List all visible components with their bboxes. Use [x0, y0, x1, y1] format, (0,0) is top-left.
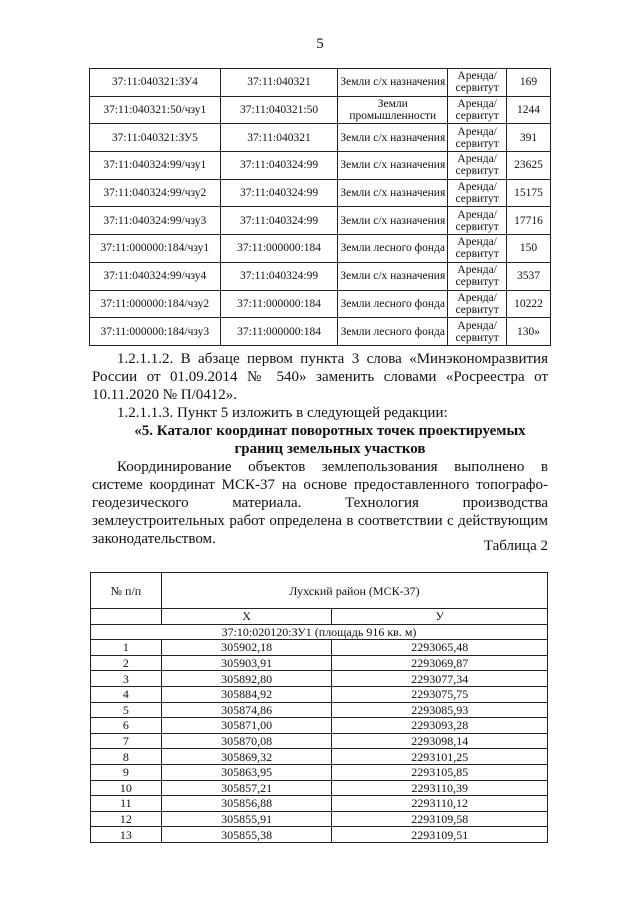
table-row	[90, 96, 551, 124]
table-row	[91, 780, 548, 796]
table-row	[91, 671, 548, 687]
x-coordinate-cell: 305903,91	[161, 655, 332, 671]
y-coordinate-cell: 2293109,58	[332, 811, 548, 827]
table-row	[90, 179, 551, 207]
right-type-cell: Аренда/ сервитут	[448, 262, 507, 290]
area-cell: 169	[507, 69, 551, 97]
right-type-cell: Аренда/ сервитут	[448, 179, 507, 207]
right-type-cell: Аренда/ сервитут	[448, 69, 507, 97]
point-number-cell: 13	[91, 827, 162, 843]
parcel-id-cell: 37:11:040324:99/чзу2	[90, 179, 221, 207]
y-coordinate-cell: 2293093,28	[332, 718, 548, 734]
table-row	[91, 733, 548, 749]
point-number-cell: 10	[91, 780, 162, 796]
land-category-cell: Земли промышленности	[338, 96, 448, 124]
area-cell: 3537	[507, 262, 551, 290]
area-cell: 150	[507, 235, 551, 263]
land-category-cell: Земли лесного фонда	[338, 290, 448, 318]
x-coordinate-cell: 305902,18	[161, 640, 332, 656]
right-type-cell: Аренда/ сервитут	[448, 207, 507, 235]
table-row	[91, 796, 548, 812]
table-row	[91, 827, 548, 843]
area-cell: 15175	[507, 179, 551, 207]
x-coordinate-cell: 305874,86	[161, 702, 332, 718]
table-row	[91, 640, 548, 656]
page-number: 5	[316, 36, 324, 52]
parcel-id-cell: 37:11:040321:ЗУ5	[90, 124, 221, 152]
x-coordinate-cell: 305871,00	[161, 718, 332, 734]
header-number: № п/п	[91, 573, 162, 609]
point-number-cell: 5	[91, 702, 162, 718]
table-row	[90, 207, 551, 235]
table-row	[91, 764, 548, 780]
parcel-id-cell: 37:11:000000:184/чзу1	[90, 235, 221, 263]
land-category-cell: Земли с/х назначения	[338, 152, 448, 180]
parcel-id-cell: 37:11:040321:ЗУ4	[90, 69, 221, 97]
parcel-id-cell: 37:11:040321:50/чзу1	[90, 96, 221, 124]
point-number-cell: 6	[91, 718, 162, 734]
area-cell: 17716	[507, 207, 551, 235]
y-coordinate-cell: 2293085,93	[332, 702, 548, 718]
source-parcel-cell: 37:11:040324:99	[220, 262, 338, 290]
source-parcel-cell: 37:11:040321	[220, 124, 338, 152]
land-parcels-table	[89, 68, 551, 346]
point-number-cell: 11	[91, 796, 162, 812]
table-row	[91, 718, 548, 734]
table-row	[91, 702, 548, 718]
y-coordinate-cell: 2293110,12	[332, 796, 548, 812]
x-coordinate-cell: 305856,88	[161, 796, 332, 812]
point-number-cell: 9	[91, 764, 162, 780]
section-heading: «5. Каталог координат поворотных точек проектируемых границ земельных участков	[134, 423, 526, 457]
area-cell: 10222	[507, 290, 551, 318]
y-coordinate-cell: 2293098,14	[332, 733, 548, 749]
area-cell: 391	[507, 124, 551, 152]
x-coordinate-cell: 305869,32	[161, 749, 332, 765]
table-row	[91, 686, 548, 702]
table-row	[91, 749, 548, 765]
point-number-cell: 3	[91, 671, 162, 687]
table-row	[90, 318, 551, 346]
point-number-cell: 8	[91, 749, 162, 765]
parcel-id-cell: 37:11:040324:99/чзу1	[90, 152, 221, 180]
header-y: У	[332, 609, 548, 625]
x-coordinate-cell: 305892,80	[161, 671, 332, 687]
point-number-cell: 7	[91, 733, 162, 749]
y-coordinate-cell: 2293109,51	[332, 827, 548, 843]
source-parcel-cell: 37:11:000000:184	[220, 235, 338, 263]
x-coordinate-cell: 305855,38	[161, 827, 332, 843]
parcel-id-cell: 37:11:000000:184/чзу2	[90, 290, 221, 318]
table-row	[90, 124, 551, 152]
header-empty	[91, 609, 162, 625]
point-number-cell: 4	[91, 686, 162, 702]
table-caption: Таблица 2	[483, 538, 548, 554]
table-row	[90, 262, 551, 290]
right-type-cell: Аренда/ сервитут	[448, 96, 507, 124]
x-coordinate-cell: 305884,92	[161, 686, 332, 702]
right-type-cell: Аренда/ сервитут	[448, 124, 507, 152]
land-category-cell: Земли лесного фонда	[338, 318, 448, 346]
paragraph-1-2-1-1-3: 1.2.1.1.3. Пункт 5 изложить в следующей редакции:	[117, 405, 448, 421]
land-category-cell: Земли с/х назначения	[338, 262, 448, 290]
table-row	[90, 290, 551, 318]
land-category-cell: Земли с/х назначения	[338, 179, 448, 207]
paragraph-coordinates: Координирование объектов землепользования выполнено в системе координат МСК-37 на основе предоставленного топографо-геодезического материала. Технология производства землеустроительных работ определена в соответствии с действующим законодательством.	[92, 459, 548, 547]
parcel-id-cell: 37:11:000000:184/чзу3	[90, 318, 221, 346]
x-coordinate-cell: 305855,91	[161, 811, 332, 827]
source-parcel-cell: 37:11:040321:50	[220, 96, 338, 124]
y-coordinate-cell: 2293069,87	[332, 655, 548, 671]
x-coordinate-cell: 305870,08	[161, 733, 332, 749]
point-number-cell: 12	[91, 811, 162, 827]
y-coordinate-cell: 2293077,34	[332, 671, 548, 687]
land-category-cell: Земли лесного фонда	[338, 235, 448, 263]
right-type-cell: Аренда/ сервитут	[448, 235, 507, 263]
source-parcel-cell: 37:11:040324:99	[220, 179, 338, 207]
y-coordinate-cell: 2293065,48	[332, 640, 548, 656]
parcel-title: 37:10:020120:ЗУ1 (площадь 916 кв. м)	[91, 624, 548, 640]
header-x: X	[161, 609, 332, 625]
x-coordinate-cell: 305857,21	[161, 780, 332, 796]
table-row	[90, 235, 551, 263]
coordinates-table	[90, 572, 548, 843]
land-category-cell: Земли с/х назначения	[338, 69, 448, 97]
source-parcel-cell: 37:11:040321	[220, 69, 338, 97]
source-parcel-cell: 37:11:040324:99	[220, 207, 338, 235]
parcel-id-cell: 37:11:040324:99/чзу4	[90, 262, 221, 290]
table-row	[91, 655, 548, 671]
y-coordinate-cell: 2293075,75	[332, 686, 548, 702]
parcel-id-cell: 37:11:040324:99/чзу3	[90, 207, 221, 235]
point-number-cell: 1	[91, 640, 162, 656]
area-cell: 130»	[507, 318, 551, 346]
right-type-cell: Аренда/ сервитут	[448, 318, 507, 346]
right-type-cell: Аренда/ сервитут	[448, 290, 507, 318]
x-coordinate-cell: 305863,95	[161, 764, 332, 780]
right-type-cell: Аренда/ сервитут	[448, 152, 507, 180]
land-category-cell: Земли с/х назначения	[338, 207, 448, 235]
source-parcel-cell: 37:11:000000:184	[220, 318, 338, 346]
paragraph-1-2-1-1-2: 1.2.1.1.2. В абзаце первом пункта 3 слова «Минэкономразвития России от 01.09.2014 № 540» заменить словами «Росреестра от 10.11.2020 № П/0412».	[92, 351, 548, 403]
table-row	[91, 811, 548, 827]
area-cell: 23625	[507, 152, 551, 180]
y-coordinate-cell: 2293110,39	[332, 780, 548, 796]
y-coordinate-cell: 2293105,85	[332, 764, 548, 780]
y-coordinate-cell: 2293101,25	[332, 749, 548, 765]
table-row	[90, 152, 551, 180]
source-parcel-cell: 37:11:000000:184	[220, 290, 338, 318]
point-number-cell: 2	[91, 655, 162, 671]
land-category-cell: Земли с/х назначения	[338, 124, 448, 152]
header-region: Лухский район (МСК-37)	[161, 573, 547, 609]
area-cell: 1244	[507, 96, 551, 124]
source-parcel-cell: 37:11:040324:99	[220, 152, 338, 180]
table-row	[90, 69, 551, 97]
